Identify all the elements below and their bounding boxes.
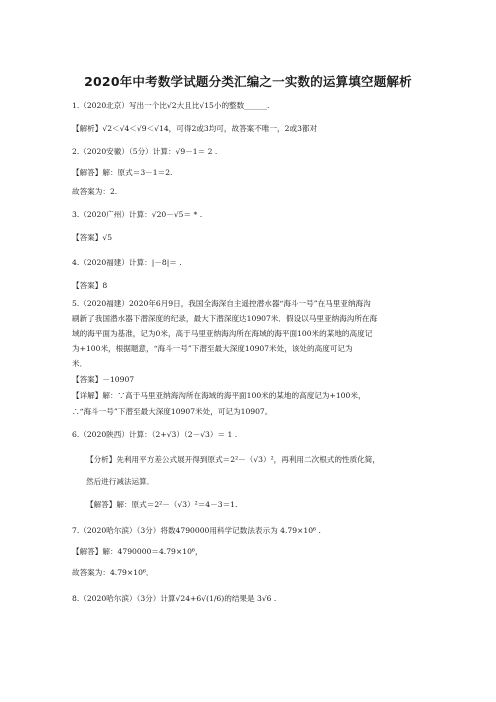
- text-line-q4: 4.（2020福建）计算：|－8|＝ .: [72, 258, 182, 267]
- text-line-q5b: 刷新了我国潜水器下潜深度的纪录，最大下潜深度达10907米．假设以马里亚纳海沟所在海: [72, 314, 378, 323]
- text-line-q1: 1.（2020北京）写出一个比√2大且比√15小的整数______.: [72, 101, 270, 110]
- text-line-q6b: 然后进行减法运算．: [86, 477, 155, 486]
- text-line-q6a: 【分析】先利用平方差公式展开得到原式＝2²－（√3）²，再利用二次根式的性质化简，: [86, 455, 380, 464]
- text-line-q7b: 故答案为：4.79×10⁶．: [72, 568, 154, 577]
- text-line-q5x: 【详解】解：∵高于马里亚纳海沟所在海域的海平面100米的某地的高度记为+100米，: [72, 391, 366, 400]
- text-line-q3: 3.（2020广州）计算：√20－√5＝ * .: [72, 210, 203, 219]
- text-line-q5y: ∴“海斗一号”下潜至最大深度10907米处，可记为10907。: [72, 407, 273, 416]
- text-line-q6: 6.（2020陕西）计算：（2+√3）（2－√3）＝ 1 .: [72, 430, 238, 439]
- text-line-q7: 7.（2020哈尔滨）（3分）将数4790000用科学记数法表示为 4.79×10⁶ .: [72, 526, 321, 535]
- text-line-q4a: 【答案】8: [72, 281, 108, 290]
- page-title: 2020年中考数学试题分类汇编之一实数的运算填空题解析: [84, 74, 412, 89]
- text-line-q5: 5.（2020福建）2020年6月9日，我国全海深自主遥控潜水器“海斗一号”在马里亚纳海沟: [72, 299, 371, 308]
- text-line-q7a: 【解答】解：4790000＝4.79×10⁶，: [72, 547, 203, 556]
- text-line-q8: 8.（2020哈尔滨）（3分）计算√24+6√(1/6)的结果是 3√6 .: [72, 594, 277, 603]
- text-line-q2: 2.（2020安徽）（5分）计算：√9－1＝ 2 .: [72, 147, 218, 156]
- text-line-q5a: 【答案】－10907: [72, 375, 135, 384]
- text-line-q2b: 故答案为：2.: [72, 187, 118, 196]
- text-line-q6c: 【解答】解：原式＝2²－（√3）²＝4－3＝1.: [86, 500, 238, 509]
- text-line-q2a: 【解答】解：原式＝3－1＝2.: [72, 168, 173, 177]
- text-line-q5c: 域的海平面为基准，记为0米，高于马里亚纳海沟所在海域的海平面100米的某地的高度记: [72, 329, 373, 338]
- text-line-q5d: 为+100米，根据题意，“海斗一号”下潜至最大深度10907米处，该处的高度可记为: [72, 344, 353, 353]
- text-line-q1a: 【解析】√2＜√4＜√9＜√14，可得2或3均可，故答案不唯一，2或3都对: [72, 124, 318, 133]
- text-line-q3a: 【答案】√5: [72, 233, 113, 242]
- text-line-q5e: 米．: [72, 359, 88, 368]
